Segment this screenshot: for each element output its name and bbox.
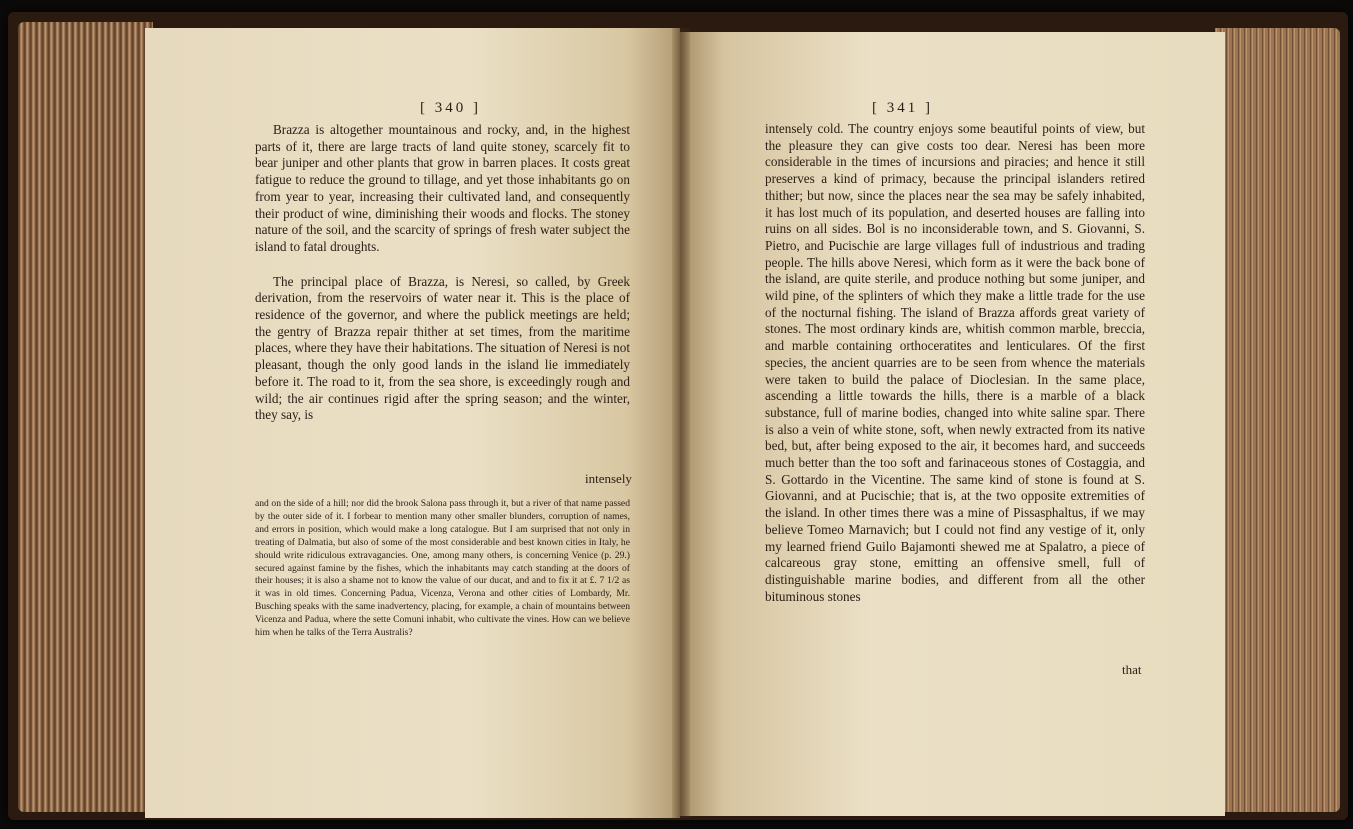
right-paragraph-1: intensely cold. The country enjoys some beautiful points of view, but the pleasure they can give costs too dear. Neresi has been more considerable in the times of incursions and piracies; and hence it still preserves a kind of primacy, because the principal islanders retired thither; but now, since the places near the sea may be safely inhabited, it has lost much of its population, and deserted houses are falling into ruins on all sides. Bol is no inconsiderable town, and S. Giovanni, S. Pietro, and Pucischie are large villages full of industrious and trading people. The hills above Neresi, which form as it were the back bone of the island, are quite sterile, and produce nothing but some juniper, and wild pine, of the splinters of which they make a little trade for the use of the nocturnal fishing. The island of Brazza affords great variety of stones. The most ordinary kinds are, whitish common marble, breccia, and marble containing orthoceratites and lenticulares. Of the first species, the ancient quarries are to be seen from whence the materials were taken to build the palace of Dioclesian. In the same place, ascending a little towards the hills, there is a marble of a black substance, full of marine bodies, changed into white saline spar. There is also a vein of white stone, soft, when newly extracted from its native bed, but, after being exposed to the air, it becomes hard, and succeeds much better than the too soft and farinaceous stones of Costaggia, and S. Gottardo in the Vicentine. The same kind of stone is found at S. Giovanni, and at Pucischie; that is, at the two opposite extremities of the island. In other times there was a mine of Pissasphaltus, if we may believe Tomeo Marnavich; but I could not find any vestige of it, only my learned friend Guilo Bajamonti shewed me at Spalatro, a piece of calcareous gray stone, emitting an offensive smell, full of distinguishable marine bodies, and different from all the other bituminous stones bbox=[765, 121, 1145, 604]
book-gutter bbox=[672, 28, 690, 818]
right-catchword: that bbox=[1122, 662, 1142, 677]
left-main-text bbox=[255, 122, 630, 424]
right-page bbox=[680, 32, 1225, 816]
footnote-text: and on the side of a hill; nor did the brook Salona pass through it, but a river of that name passed by the outer side of it. I forbear to mention many other smaller blunders, corruption of names, and errors in position, which would make a long catalogue. But I am surprised that not only in treating of Dalmatia, but also of some of the most considerable and best known cities in Italy, he should write ridiculous extravagancies. One, among many others, is concerning Venice (p. 29.) secured against famine by the fishes, which the inhabitants may catch standing at the doors of their houses; it is also a shame not to know the value of our ducat, and and to fix it at £. 7 1/2 as it was in old times. Concerning Padua, Vicenza, Verona and other cities of Lombardy, Mr. Busching speaks with the same inadvertency, placing, for example, a chain of mountains between Vicenza and Padua, where the sette Comuni inhabit, who cultivate the vines. How can we believe him when he talks of the Terra Australis? bbox=[255, 498, 630, 639]
left-page-number: [ 340 ] bbox=[420, 100, 481, 116]
right-page-number: [ 341 ] bbox=[872, 100, 933, 116]
left-footnote bbox=[255, 498, 630, 640]
right-main-text bbox=[765, 121, 1145, 605]
left-page-edges bbox=[18, 22, 153, 812]
left-catchword: intensely bbox=[585, 471, 632, 486]
right-page-edges bbox=[1215, 28, 1340, 812]
left-page bbox=[145, 28, 680, 818]
left-paragraph-1: Brazza is altogether mountainous and rocky, and, in the highest parts of it, there are large tracts of land quite stoney, scarcely fit to bear juniper and other plants that grow in barren places. It costs great fatigue to reduce the ground to tillage, and yet those inhabitants go on from year to year, increasing their cultivated land, and consequently their product of wine, diminishing their woods and flocks. The stoney nature of the soil, and the scarcity of springs of fresh water subject the island to fatal droughts. bbox=[255, 122, 630, 254]
left-paragraph-2: The principal place of Brazza, is Neresi, so called, by Greek derivation, from the reservoirs of water near it. This is the place of residence of the governor, and where the publick meetings are held; the gentry of Brazza repair thither at set times, from the maritime places, where they have their habitations. The situation of Neresi is not pleasant, though the only good lands in the island lie immediately before it. The road to it, from the sea shore, is exceedingly rough and wild; the air continues rigid after the spring season; and the winter, they say, is bbox=[255, 273, 630, 423]
